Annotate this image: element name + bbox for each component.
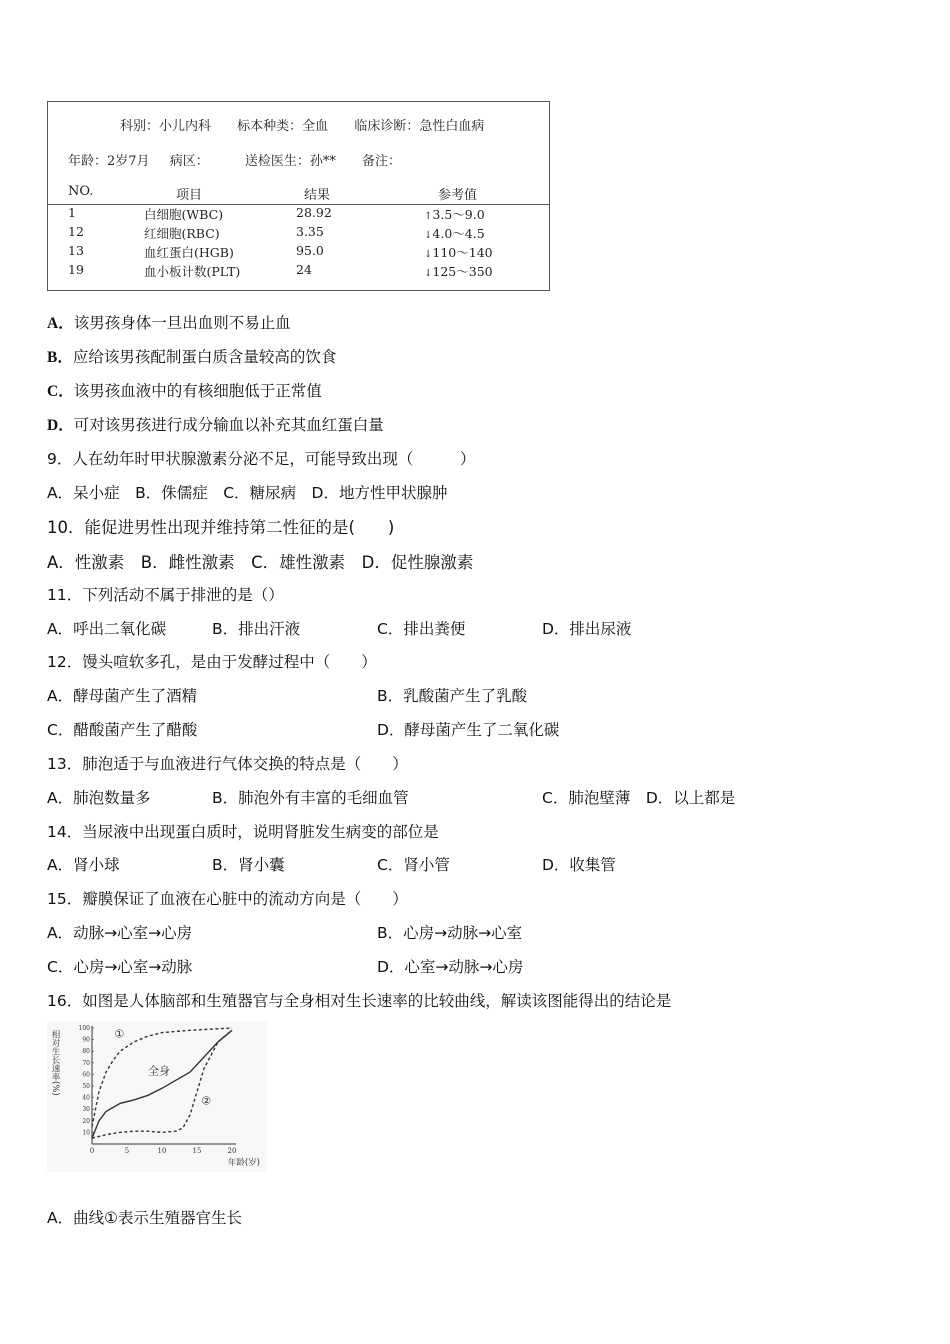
x-tick-label: 0 (89, 1147, 95, 1155)
row-item: 白细胞(WBC) (144, 207, 224, 222)
col-header-ref: 参考值 (438, 188, 478, 203)
q12-option-d: D．酵母菌产生了二氧化碳 (377, 721, 560, 739)
row-no: 1 (68, 205, 76, 220)
report-department: 科别：小儿内科 (120, 119, 212, 134)
q13-options (47, 786, 927, 806)
q15-option-b: B．心房→动脉→心室 (377, 924, 523, 942)
q11-stem: 11．下列活动不属于排泄的是（） (47, 586, 284, 604)
q16-option-a: A．曲线①表示生殖器官生长 (47, 1209, 242, 1227)
q12-option-c: C．醋酸菌产生了醋酸 (47, 721, 198, 739)
y-tick-label: 20 (82, 1117, 90, 1125)
report-doctor: 送检医生：孙** (244, 154, 336, 169)
q8-option-c: C．该男孩血液中的有核细胞低于正常值 (47, 382, 322, 400)
y-tick-label: 70 (82, 1059, 90, 1067)
y-tick-label: 30 (82, 1106, 90, 1114)
row-item: 血红蛋白(HGB) (144, 245, 234, 260)
x-tick-label: 15 (192, 1147, 202, 1155)
q12-option-a: A．酵母菌产生了酒精 (47, 687, 198, 705)
q15-stem: 15．瓣膜保证了血液在心脏中的流动方向是（ ） (47, 890, 408, 908)
y-tick-label: 80 (82, 1048, 90, 1056)
row-result: 3.35 (296, 224, 324, 239)
table-row (48, 205, 549, 224)
q9-stem: 9．人在幼年时甲状腺激素分泌不足，可能导致出现（ ） (47, 450, 476, 468)
y-tick-label: 100 (78, 1025, 90, 1032)
table-row (48, 224, 549, 243)
col-header-no: NO. (68, 184, 94, 199)
q9-options: A．呆小症 B．侏儒症 C．糖尿病 D．地方性甲状腺肿 (47, 484, 448, 502)
down-arrow-icon: ↓ (424, 230, 433, 241)
table-row (48, 262, 549, 281)
q15-option-d: D．心室→动脉→心房 (377, 958, 524, 976)
row-result: 95.0 (296, 243, 324, 258)
series-label: ② (201, 1094, 212, 1108)
q13-stem: 13．肺泡适于与血液进行气体交换的特点是（ ） (47, 755, 408, 773)
x-tick-label: 10 (157, 1147, 167, 1155)
x-axis-label: 年龄(岁) (227, 1158, 260, 1168)
row-ref: 3.5～9.0 (432, 207, 485, 222)
row-no: 19 (68, 262, 84, 277)
growth-rate-chart (47, 1022, 267, 1172)
row-ref: 110～140 (432, 245, 493, 260)
q12-options-row2 (47, 718, 927, 738)
report-column-headers (48, 184, 549, 205)
q14-options (47, 853, 927, 873)
report-diagnosis: 临床诊断：急性白血病 (354, 119, 485, 134)
q10-options: A．性激素 B．雌性激素 C．雄性激素 D．促性腺激素 (47, 553, 474, 572)
row-ref: 125～350 (432, 264, 493, 279)
q11-option-a: A．呼出二氧化碳 (47, 620, 167, 638)
down-arrow-icon: ↓ (424, 249, 433, 260)
row-item: 红细胞(RBC) (144, 226, 220, 241)
y-tick-label: 90 (82, 1036, 90, 1044)
q14-option-a: A．肾小球 (47, 856, 120, 874)
q11-option-c: C．排出粪便 (377, 620, 466, 638)
table-row (48, 243, 549, 262)
down-arrow-icon: ↓ (424, 268, 433, 279)
q12-option-b: B．乳酸菌产生了乳酸 (377, 687, 528, 705)
row-no: 13 (68, 243, 84, 258)
y-tick-label: 40 (82, 1094, 90, 1102)
col-header-result: 结果 (304, 188, 331, 203)
report-specimen: 标本种类：全血 (237, 119, 329, 134)
y-tick-label: 60 (82, 1071, 90, 1079)
x-tick-label: 5 (124, 1147, 130, 1155)
q11-option-b: B．排出汗液 (212, 620, 301, 638)
q12-options-row1 (47, 684, 927, 704)
y-tick-label: 50 (82, 1083, 90, 1090)
x-tick-label: 20 (227, 1147, 237, 1155)
q15-options-row2 (47, 955, 927, 975)
report-age: 年龄：2岁7月 (68, 154, 150, 169)
report-header-row-1 (120, 115, 484, 134)
q12-stem: 12．馒头喧软多孔，是由于发酵过程中（ ） (47, 653, 377, 671)
q13-option-b: B．肺泡外有丰富的毛细血管 (212, 789, 409, 807)
q13-option-a: A．肺泡数量多 (47, 789, 151, 807)
q14-option-d: D．收集管 (542, 856, 616, 874)
q8-option-d: D．可对该男孩进行成分输血以补充其血红蛋白量 (47, 416, 384, 434)
q14-stem: 14．当尿液中出现蛋白质时，说明肾脏发生病变的部位是 (47, 823, 439, 841)
report-ward: 病区： (169, 154, 209, 169)
q16-stem: 16．如图是人体脑部和生殖器官与全身相对生长速率的比较曲线，解读该图能得出的结论是 (47, 992, 672, 1010)
series-label: ① (114, 1027, 125, 1041)
col-header-item: 项目 (176, 188, 203, 203)
q8-option-a: A．该男孩身体一旦出血则不易止血 (47, 314, 291, 332)
series-label: 全身 (148, 1064, 170, 1078)
report-rows (48, 205, 549, 281)
q13-option-cd: C．肺泡壁薄 D．以上都是 (542, 789, 736, 807)
q15-option-c: C．心房→心室→动脉 (47, 958, 193, 976)
y-axis-label: 相对生长速率(%) (50, 1030, 60, 1096)
row-no: 12 (68, 224, 84, 239)
lab-report-table (47, 101, 550, 291)
q15-option-a: A．动脉→心室→心房 (47, 924, 193, 942)
report-header-row-2 (68, 150, 401, 169)
y-tick-label: 10 (82, 1129, 90, 1137)
up-arrow-icon: ↑ (424, 211, 433, 222)
q14-option-b: B．肾小囊 (212, 856, 285, 874)
q11-options (47, 617, 927, 637)
q11-option-d: D．排出尿液 (542, 620, 632, 638)
row-result: 24 (296, 262, 312, 277)
q15-options-row1 (47, 921, 927, 941)
q8-option-b: B．应给该男孩配制蛋白质含量较高的饮食 (47, 348, 337, 366)
row-ref: 4.0～4.5 (432, 226, 485, 241)
report-note: 备注： (362, 154, 402, 169)
q14-option-c: C．肾小管 (377, 856, 450, 874)
q10-stem: 10．能促进男性出现并维持第二性征的是( ) (47, 518, 395, 537)
row-result: 28.92 (296, 205, 332, 220)
row-item: 血小板计数(PLT) (144, 264, 241, 279)
